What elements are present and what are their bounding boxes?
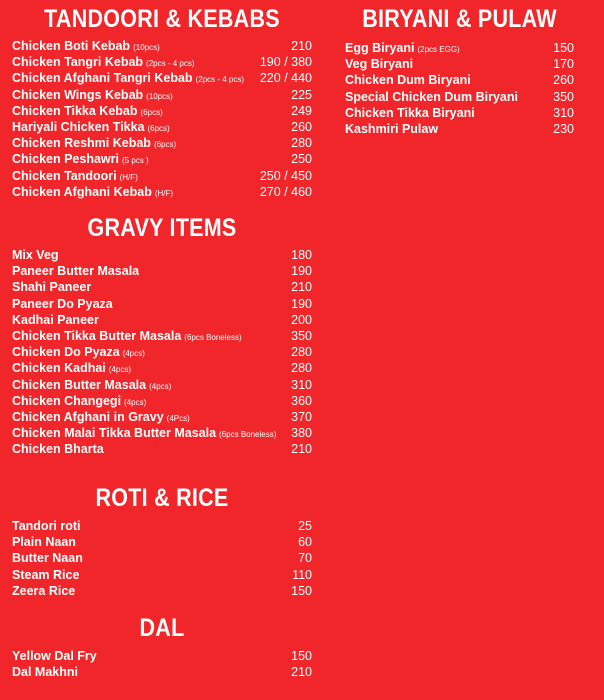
menu-item-name: Chicken Dum Biryani (345, 73, 471, 88)
menu-item-note: (6pcs) (140, 107, 163, 117)
menu-item-price: 190 (291, 296, 312, 311)
menu-item-label (12, 247, 59, 263)
menu-item-price: 270 / 460 (259, 184, 312, 199)
menu-item-name: Egg Biryani (345, 41, 415, 55)
menu-item-name: Plain Naan (12, 535, 76, 550)
menu-item (345, 121, 574, 137)
menu-item-label (12, 312, 99, 328)
menu-item-name: Zeera Rice (12, 583, 76, 598)
menu-item (12, 312, 312, 328)
menu-item-price: 200 (291, 312, 312, 327)
menu-item-name: Chicken Bharta (12, 442, 104, 457)
menu-item-name: Hariyali Chicken Tikka (12, 119, 145, 134)
menu-item-label (12, 263, 139, 279)
menu-item-name: Paneer Butter Masala (12, 264, 140, 279)
menu-item-label (345, 105, 475, 121)
menu-item (345, 56, 574, 72)
menu-item (12, 393, 312, 409)
menu-item (12, 567, 312, 583)
menu-item-name: Chicken Malai Tikka Butter Masala (12, 426, 217, 441)
menu-item-price: 249 (291, 103, 312, 118)
menu-item-name: Chicken Peshawri (12, 152, 119, 167)
menu-item-price: 250 (291, 152, 312, 167)
menu-item-price: 310 (291, 377, 312, 392)
menu-item-note: (4Pcs) (166, 413, 190, 423)
menu-item (12, 103, 312, 119)
menu-item-note: (4pcs) (149, 381, 172, 391)
menu-item-label (12, 279, 91, 295)
menu-item (345, 89, 574, 105)
menu-item-price: 190 (291, 264, 312, 279)
menu-item-price: 280 (291, 345, 312, 360)
menu-item-name: Steam Rice (12, 567, 80, 582)
menu-item-label (345, 72, 471, 88)
menu-item-label (345, 56, 413, 72)
menu-item-note: (6pcs) (153, 140, 177, 150)
menu-item-price: 225 (291, 87, 312, 102)
menu-item-price: 60 (298, 535, 312, 550)
menu-item-price: 260 (291, 119, 312, 134)
menu-item-price: 150 (291, 649, 312, 663)
menu-item (12, 263, 312, 279)
menu-item (12, 279, 312, 295)
menu-item-label (12, 441, 104, 457)
menu-item (12, 583, 312, 599)
menu-item-price: 370 (291, 409, 312, 424)
menu-item-name: Chicken Butter Masala (12, 377, 147, 392)
menu-item-note: (4pcs) (108, 365, 132, 375)
menu-item-name: Chicken Kadhai (12, 361, 106, 376)
menu-item-price: 360 (291, 393, 312, 408)
menu-item (12, 441, 312, 457)
menu-item-price: 150 (291, 583, 312, 598)
menu-item-price: 170 (553, 57, 574, 72)
menu-item (12, 87, 312, 103)
menu-item-label (12, 550, 83, 566)
menu-list-tandoori (12, 38, 312, 200)
menu-item-price: 310 (553, 105, 574, 120)
menu-item-name: Veg Biryani (345, 57, 414, 72)
menu-item-name: Chicken Changegi (12, 393, 122, 408)
menu-item-note: (6pcs) (147, 123, 170, 133)
menu-item (12, 119, 312, 135)
menu-item-price: 210 (291, 665, 312, 680)
menu-item-label (345, 89, 518, 105)
menu-item (12, 648, 312, 664)
menu-item-name: Chicken Tandoori (12, 168, 117, 183)
menu-item (12, 296, 312, 312)
menu-item-name: Shahi Paneer (12, 280, 92, 295)
menu-item-price: 350 (291, 328, 312, 343)
menu-item (12, 247, 312, 263)
menu-item (12, 328, 312, 344)
menu-list-roti (12, 518, 312, 599)
section-title-roti: ROTI & RICE (95, 484, 229, 512)
menu-item-price: 25 (298, 519, 312, 533)
menu-item-price: 250 / 450 (259, 168, 312, 183)
menu-item-note: (10pcs) (133, 43, 160, 52)
menu-item (12, 534, 312, 550)
menu-item-name: Chicken Boti Kebab (12, 39, 131, 53)
menu-item (345, 72, 574, 88)
menu-item-price: 350 (553, 89, 574, 104)
menu-item-price: 280 (291, 136, 312, 151)
menu-item-name: Kashmiri Pulaw (345, 121, 439, 136)
menu-item (12, 344, 312, 360)
menu-item-label (12, 583, 75, 599)
menu-item-label (12, 534, 76, 550)
menu-item (12, 168, 312, 184)
menu-item-name: Paneer Do Pyaza (12, 296, 113, 311)
menu-item (12, 518, 312, 534)
menu-item-note: (5 pcs ) (122, 156, 149, 166)
menu-item-name: Kadhai Paneer (12, 312, 99, 327)
menu-item (12, 664, 312, 680)
menu-item-note: (2pcs - 4 pcs) (195, 75, 245, 85)
menu-item-name: Chicken Afghani Tangri Kebab (12, 71, 193, 86)
menu-item-label (12, 296, 113, 312)
menu-item (12, 54, 312, 70)
menu-item-name: Chicken Do Pyaza (12, 345, 120, 360)
menu-item-price: 210 (291, 39, 312, 53)
menu-list-gravy (12, 247, 312, 457)
menu-item-price: 150 (553, 41, 574, 55)
menu-item-price: 260 (553, 73, 574, 88)
menu-item-price: 110 (292, 567, 312, 582)
menu-item-label (12, 648, 97, 664)
menu-item-name: Chicken Tangri Kebab (12, 55, 144, 70)
menu-item (12, 135, 312, 151)
menu-item-name: Mix Veg (12, 248, 59, 262)
menu-item-name: Chicken Afghani in Gravy (12, 409, 164, 424)
menu-item-price: 380 (291, 426, 312, 441)
menu-item-price: 190 / 380 (259, 55, 312, 70)
menu-item-name: Dal Makhni (12, 665, 78, 680)
menu-item (345, 40, 574, 56)
menu-item-name: Chicken Tikka Butter Masala (12, 328, 182, 343)
menu-item-note: (4pcs) (124, 397, 147, 407)
menu-item-note: (2pcs EGG) (417, 45, 460, 54)
menu-item-name: Special Chicken Dum Biryani (345, 89, 518, 104)
menu-item-name: Chicken Tikka Biryani (345, 105, 475, 120)
menu-item-name: Butter Naan (12, 551, 83, 566)
menu-item-name: Chicken Afghani Kebab (12, 184, 152, 199)
menu-list-dal (12, 648, 312, 680)
menu-item-price: 210 (291, 442, 312, 457)
menu-item-name: Tandori roti (12, 519, 81, 533)
section-title-tandoori: TANDOORI & KEBABS (44, 5, 280, 33)
menu-item-label (12, 184, 173, 202)
menu-item-label (12, 664, 78, 680)
menu-item (12, 409, 312, 425)
menu-item-name: Chicken Tikka Kebab (12, 103, 138, 118)
menu-item-name: Chicken Reshmi Kebab (12, 136, 151, 151)
menu-item-name: Chicken Wings Kebab (12, 87, 144, 102)
section-title-biryani: BIRYANI & PULAW (362, 5, 557, 33)
menu-item-label (12, 518, 81, 534)
section-title-dal: DAL (139, 614, 185, 642)
menu-list-biryani (345, 40, 574, 137)
menu-item (12, 70, 312, 86)
menu-item-note: (10pcs) (146, 91, 173, 101)
menu-item-label (345, 121, 438, 137)
menu-item (12, 151, 312, 167)
menu-item-price: 220 / 440 (259, 71, 312, 86)
menu-item (12, 425, 312, 441)
menu-item (12, 38, 312, 54)
menu-item (12, 360, 312, 376)
section-title-gravy: GRAVY ITEMS (87, 214, 237, 242)
menu-item-price: 280 (291, 361, 312, 376)
menu-item-price: 210 (291, 280, 312, 295)
menu-item (12, 184, 312, 200)
menu-item-note: (4pcs) (122, 349, 145, 359)
menu-item (12, 550, 312, 566)
menu-item-price: 180 (291, 248, 312, 262)
menu-item-note: (H/F) (154, 188, 174, 198)
menu-item-note: (6pcs Boneless) (219, 430, 277, 440)
menu-item-note: (H/F) (119, 172, 138, 182)
menu-item (345, 105, 574, 121)
menu-item-label (12, 567, 79, 583)
menu-item-name: Yellow Dal Fry (12, 649, 97, 663)
menu-item-note: (2pcs - 4 pcs) (146, 59, 195, 69)
menu-item-note: (6pcs Boneless) (184, 332, 242, 342)
menu-item-price: 70 (298, 551, 312, 566)
menu-item-price: 230 (553, 121, 574, 136)
menu-item (12, 377, 312, 393)
